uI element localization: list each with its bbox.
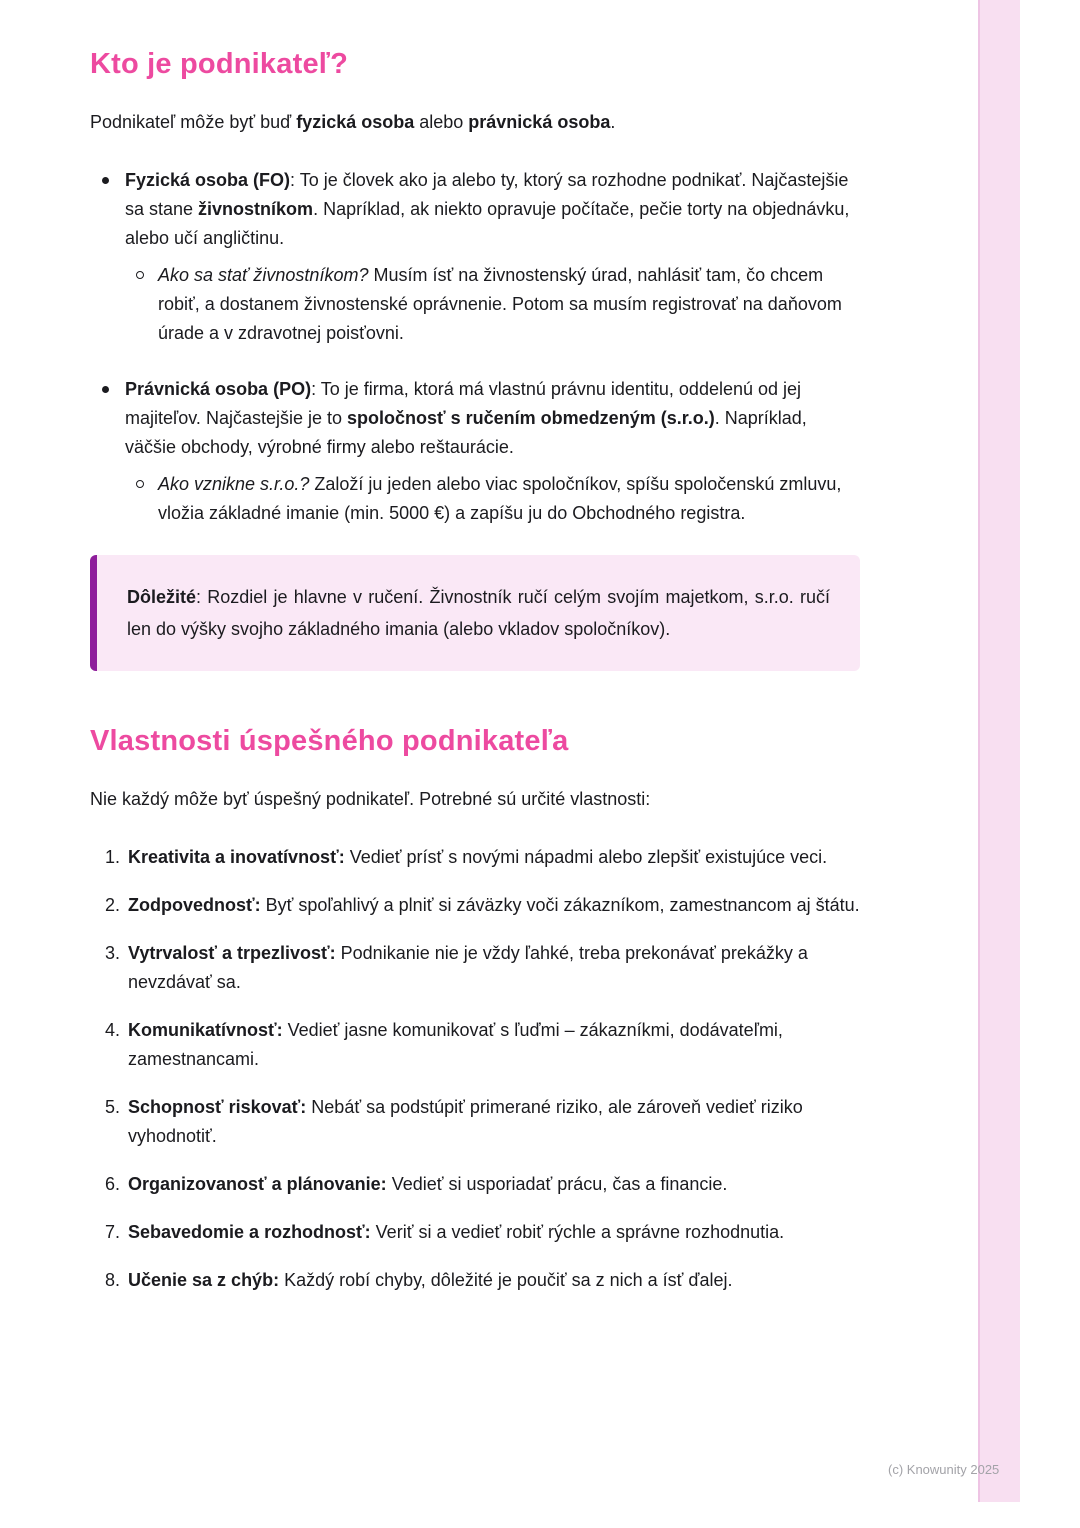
trait-item-5: 5. Schopnosť riskovať: Nebáť sa podstúpiť primerané riziko, ale zároveň vedieť riziko vyhodnotiť. — [125, 1093, 860, 1151]
list-item-fyzicka-osoba — [90, 166, 860, 348]
list-item-pravnicka-osoba — [90, 375, 860, 528]
important-callout — [90, 555, 860, 671]
page-content — [90, 48, 860, 1314]
trait-item-2: 2. Zodpovednosť: Byť spoľahlivý a plniť si záväzky voči zákazníkom, zamestnancom aj štátu. — [125, 891, 860, 920]
list-item-text: Právnická osoba (PO): To je firma, ktorá má vlastnú právnu identitu, oddelenú od jej majiteľov. Najčastejšie je to spoločnosť s ručením obmedzeným (s.r.o.). Napríklad, väčšie obchody, výrobné firmy alebo reštaurácie. — [125, 379, 807, 457]
trait-item-8: 8. Učenie sa z chýb: Každý robí chyby, dôležité je poučiť sa z nich a ísť ďalej. — [125, 1266, 860, 1295]
sub-list — [125, 261, 860, 348]
trait-item-6: 6. Organizovanosť a plánovanie: Vedieť si usporiadať prácu, čas a financie. — [125, 1170, 860, 1199]
sub-list-item-sro: Ako vznikne s.r.o.? Založí ju jeden alebo viac spoločníkov, spíšu spoločenskú zmluvu, vložia základné imanie (min. 5000 €) a zapíšu ju do Obchodného registra. — [125, 470, 860, 528]
important-callout-text: Dôležité: Rozdiel je hlavne v ručení. Živnostník ručí celým svojím majetkom, s.r.o. ručí len do výšky svojho základného imania (alebo vkladov spoločníkov). — [127, 587, 830, 639]
page-edge-strip — [978, 0, 1020, 1502]
intro-paragraph-who: Podnikateľ môže byť buď fyzická osoba alebo právnická osoba. — [90, 112, 616, 132]
list-item-text: Fyzická osoba (FO): To je človek ako ja alebo ty, ktorý sa rozhodne podnikať. Najčastejšie sa stane živnostníkom. Napríklad, ak niekto opravuje počítače, pečie torty na objednávku, alebo učí angličtinu. — [125, 170, 850, 248]
trait-item-1: 1. Kreativita a inovatívnosť: Vedieť prísť s novými nápadmi alebo zlepšiť existujúce veci. — [125, 843, 860, 872]
trait-item-4: 4. Komunikatívnosť: Vedieť jasne komunikovať s ľuďmi – zákazníkmi, dodávateľmi, zamestnancami. — [125, 1016, 860, 1074]
sub-list-item-zivnostnik: Ako sa stať živnostníkom? Musím ísť na živnostenský úrad, nahlásiť tam, čo chcem robiť, a dostanem živnostenské oprávnenie. Potom sa musím registrovať na daňovom úrade a v zdravotnej poisťovni. — [125, 261, 860, 348]
section-title-traits: Vlastnosti úspešného podnikateľa — [90, 725, 569, 757]
sub-list — [125, 470, 860, 528]
intro-paragraph-traits: Nie každý môže byť úspešný podnikateľ. Potrebné sú určité vlastnosti: — [90, 789, 651, 809]
copyright-note: (c) Knowunity 2025 — [888, 1462, 1000, 1477]
person-types-list — [90, 166, 860, 528]
trait-item-7: 7. Sebavedomie a rozhodnosť: Veriť si a vedieť robiť rýchle a správne rozhodnutia. — [125, 1218, 860, 1247]
trait-item-3: 3. Vytrvalosť a trpezlivosť: Podnikanie nie je vždy ľahké, treba prekonávať prekážky a nevzdávať sa. — [125, 939, 860, 997]
section-title-who: Kto je podnikateľ? — [90, 48, 349, 80]
traits-list — [90, 843, 860, 1295]
